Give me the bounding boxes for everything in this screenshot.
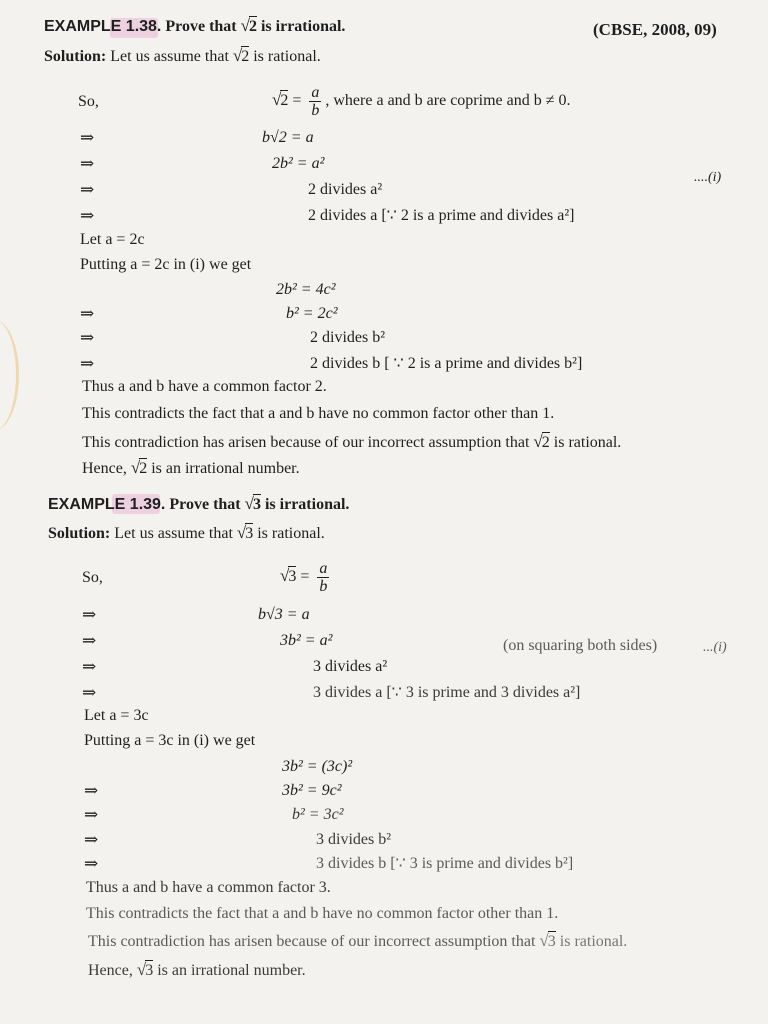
equation-line: 3b² = a² [280, 632, 333, 649]
squaring-note: (on squaring both sides) [503, 637, 658, 654]
implies-arrow: ⇒ [80, 154, 95, 173]
example-1-38-heading: EXAMPLE 1.38. Prove that √2 is irrational. [44, 16, 346, 35]
equation-line: 2 divides b² [310, 329, 386, 346]
equation-line: 3 divides a² [313, 658, 388, 675]
solution-line: Solution: Let us assume that √3 is rational. [48, 523, 325, 542]
assumption-line: This contradiction has arisen because of our incorrect assumption that √3 is rational. [88, 931, 628, 950]
implies-arrow: ⇒ [82, 605, 97, 624]
equation-line: 3b² = (3c)² [282, 758, 353, 775]
equation-line: 2 divides b [ ∵ 2 is a prime and divides b²] [310, 355, 583, 372]
equation-sqrt2-fraction: √2 = $\frac{a}{b}$ , where a and b are coprime and b ≠ 0. [272, 83, 571, 119]
hence-line: Hence, √2 is an irrational number. [82, 458, 300, 477]
implies-arrow: ⇒ [80, 304, 95, 323]
putting-line: Putting a = 3c in (i) we get [84, 732, 256, 749]
conclusion-line: Thus a and b have a common factor 2. [82, 378, 327, 395]
implies-arrow: ⇒ [80, 328, 95, 347]
so-label: So, [78, 93, 99, 110]
conclusion-line: Thus a and b have a common factor 3. [86, 879, 331, 896]
equation-line: 2b² = a² [272, 155, 325, 172]
putting-line: Putting a = 2c in (i) we get [80, 256, 252, 273]
hence-line: Hence, √3 is an irrational number. [88, 960, 306, 979]
equation-line: 2 divides a² [308, 181, 383, 198]
equation-line: b² = 2c² [286, 305, 338, 322]
assumption-line: This contradiction has arisen because of our incorrect assumption that √2 is rational. [82, 432, 622, 451]
equation-line: b√3 = a [258, 606, 310, 623]
equation-line: 2 divides a [∵ 2 is a prime and divides a²] [308, 207, 575, 224]
let-line: Let a = 2c [80, 231, 145, 248]
equation-line: 3b² = 9c² [282, 782, 342, 799]
implies-arrow: ⇒ [84, 854, 99, 873]
implies-arrow: ⇒ [84, 830, 99, 849]
so-label: So, [82, 569, 103, 586]
contradiction-line: This contradicts the fact that a and b have no common factor other than 1. [82, 405, 555, 422]
solution-line: Solution: Let us assume that √2 is rational. [44, 46, 321, 65]
page-edge-mark [0, 320, 19, 430]
equation-line: 3 divides b² [316, 831, 392, 848]
implies-arrow: ⇒ [80, 128, 95, 147]
equation-label-i: ...(i) [703, 640, 727, 655]
implies-arrow: ⇒ [80, 180, 95, 199]
equation-line: b√2 = a [262, 129, 314, 146]
equation-line: 3 divides b [∵ 3 is prime and divides b²] [316, 855, 574, 872]
equation-line: b² = 3c² [292, 806, 344, 823]
implies-arrow: ⇒ [82, 683, 97, 702]
equation-label-i: ....(i) [694, 170, 722, 185]
equation-sqrt3-fraction: √3 = $\frac{a}{b}$ [280, 559, 328, 595]
contradiction-line: This contradicts the fact that a and b have no common factor other than 1. [86, 905, 559, 922]
implies-arrow: ⇒ [80, 206, 95, 225]
equation-line: 2b² = 4c² [276, 281, 336, 298]
implies-arrow: ⇒ [84, 805, 99, 824]
implies-arrow: ⇒ [80, 354, 95, 373]
equation-line: 3 divides a [∵ 3 is prime and 3 divides a²] [313, 684, 581, 701]
implies-arrow: ⇒ [84, 781, 99, 800]
example-1-39-heading: EXAMPLE 1.39. Prove that √3 is irrational. [48, 494, 350, 513]
let-line: Let a = 3c [84, 707, 149, 724]
cbse-reference: (CBSE, 2008, 09) [593, 20, 717, 39]
implies-arrow: ⇒ [82, 631, 97, 650]
implies-arrow: ⇒ [82, 657, 97, 676]
